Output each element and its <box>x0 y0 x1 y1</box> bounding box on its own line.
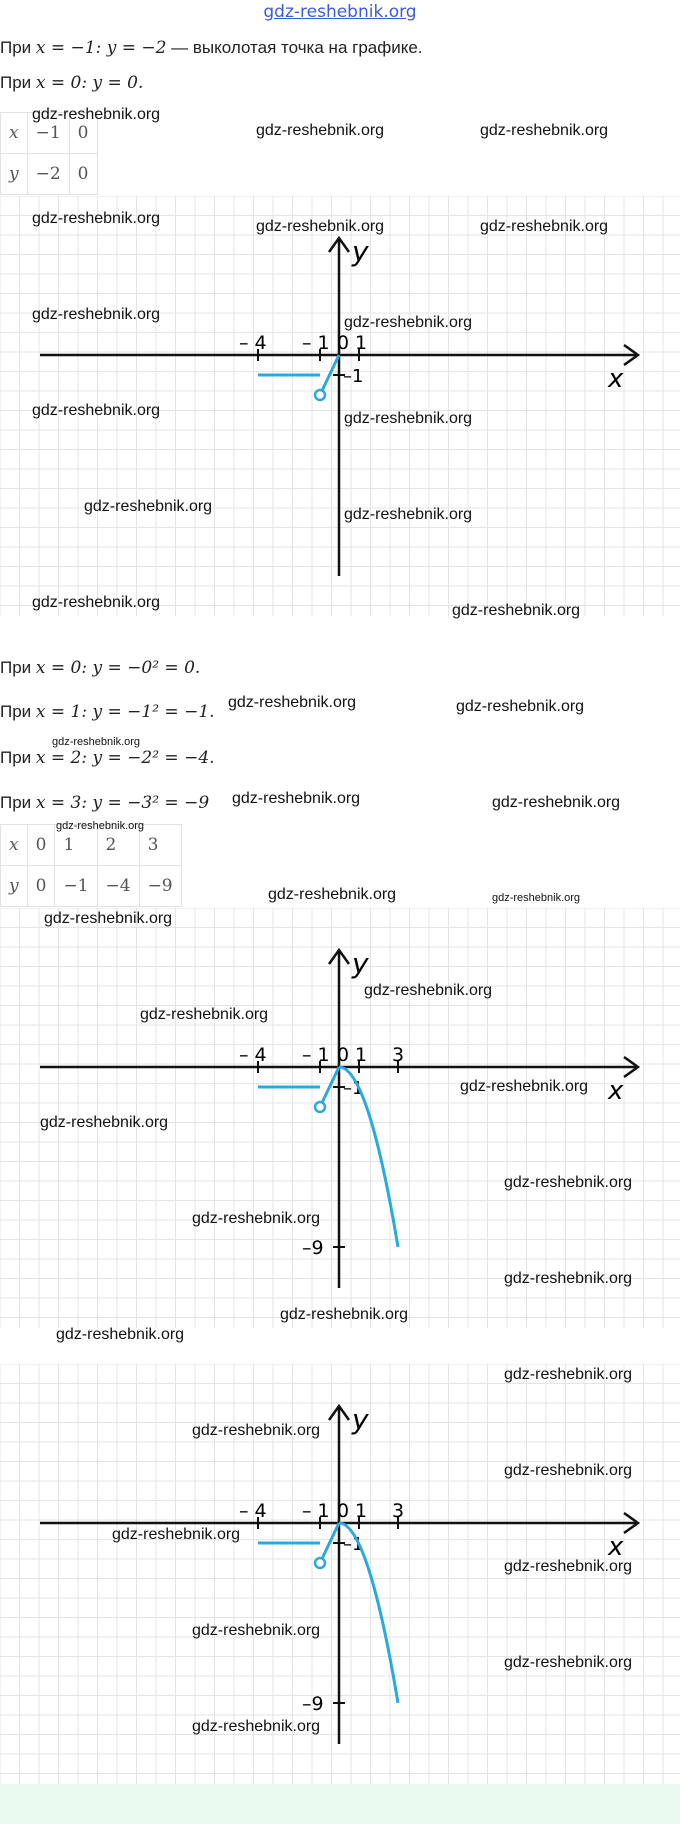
tick-label: 1 <box>355 332 368 354</box>
table-header-y: y <box>1 866 28 907</box>
watermark: gdz-reshebnik.org <box>492 794 621 811</box>
watermark: gdz-reshebnik.org <box>452 602 581 619</box>
tick-label: 0 <box>337 332 350 354</box>
text-line-4 <box>0 702 215 722</box>
values-table-1 <box>0 112 98 195</box>
line-prefix: При <box>0 748 36 767</box>
watermark: gdz-reshebnik.org <box>344 410 473 427</box>
line-math: x = −1: y = −2 <box>35 38 167 58</box>
line-math: x = 2: y = −2² = −4. <box>35 748 215 768</box>
y-axis-label: y <box>352 947 369 980</box>
watermark: gdz-reshebnik.org <box>32 402 161 419</box>
table-row <box>1 866 182 907</box>
y-tick-label: –1 <box>343 1078 364 1099</box>
watermark: gdz-reshebnik.org <box>192 1422 321 1439</box>
line-prefix: При <box>0 38 36 57</box>
text-line-3 <box>0 658 200 678</box>
watermark: gdz-reshebnik.org <box>32 306 161 323</box>
tick-label: 3 <box>392 1044 405 1066</box>
tick-label: 1 <box>355 1500 368 1522</box>
tick-label: 3 <box>392 1500 405 1522</box>
watermark: gdz-reshebnik.org <box>504 1270 633 1287</box>
y-axis-label: y <box>352 1403 369 1436</box>
watermark: gdz-reshebnik.org <box>504 1174 633 1191</box>
line-prefix: При <box>0 702 36 721</box>
watermark: gdz-reshebnik.org <box>504 1366 633 1383</box>
watermark: gdz-reshebnik.org <box>504 1654 633 1671</box>
table-header-x: x <box>1 825 28 866</box>
watermark: gdz-reshebnik.org <box>480 122 609 139</box>
watermark: gdz-reshebnik.org <box>192 1622 321 1639</box>
watermark: gdz-reshebnik.org <box>460 1078 589 1095</box>
watermark: gdz-reshebnik.org <box>32 210 161 227</box>
table-header-x: x <box>1 113 28 154</box>
line-math: x = 3: y = −3² = −9 <box>35 793 210 813</box>
tick-label: – 4 <box>239 332 267 354</box>
line-math: x = 1: y = −1² = −1. <box>35 702 215 722</box>
watermark: gdz-reshebnik.org <box>480 218 609 235</box>
table-header-y: y <box>1 154 28 195</box>
text-line-1 <box>0 38 423 58</box>
table-cell: −4 <box>97 866 139 907</box>
table-cell: 1 <box>55 825 97 866</box>
tick-label: – 1 <box>302 1500 330 1522</box>
x-axis-label: x <box>608 364 624 394</box>
watermark: gdz-reshebnik.org <box>280 1306 409 1323</box>
table-cell: 0 <box>27 825 55 866</box>
line-suffix: — выколотая точка на графике. <box>166 38 423 57</box>
table-cell: 0 <box>27 866 55 907</box>
text-line-5 <box>0 748 215 768</box>
y-tick-label: –9 <box>302 1237 324 1259</box>
table-cell: 3 <box>139 825 181 866</box>
watermark: gdz-reshebnik.org <box>344 506 473 523</box>
table-cell: 0 <box>69 154 97 195</box>
watermark: gdz-reshebnik.org <box>140 1006 269 1023</box>
tick-label: – 4 <box>239 1500 267 1522</box>
open-point-icon <box>315 1558 325 1568</box>
watermark: gdz-reshebnik.org <box>504 1462 633 1479</box>
watermark: gdz-reshebnik.org <box>112 1526 241 1543</box>
watermark: gdz-reshebnik.org <box>364 982 493 999</box>
site-link[interactable]: gdz-reshebnik.org <box>263 2 417 22</box>
watermark: gdz-reshebnik.org <box>456 698 585 715</box>
watermark: gdz-reshebnik.org <box>256 218 385 235</box>
tick-label: 0 <box>337 1044 350 1066</box>
watermark: gdz-reshebnik.org <box>504 1558 633 1575</box>
line-prefix: При <box>0 73 36 92</box>
watermark: gdz-reshebnik.org <box>84 498 213 515</box>
open-point-icon <box>315 1102 325 1112</box>
tick-label: 1 <box>355 1044 368 1066</box>
watermark: gdz-reshebnik.org <box>192 1210 321 1227</box>
watermark: gdz-reshebnik.org <box>232 790 361 807</box>
watermark: gdz-reshebnik.org <box>52 736 141 748</box>
table-cell: −2 <box>27 154 69 195</box>
x-axis-label: x <box>608 1076 624 1106</box>
watermark: gdz-reshebnik.org <box>40 1114 169 1131</box>
line-math: x = 0: y = 0. <box>35 73 144 93</box>
watermark: gdz-reshebnik.org <box>192 1718 321 1735</box>
tick-label: 0 <box>337 1500 350 1522</box>
y-axis-label: y <box>352 235 369 268</box>
y-tick-label: –9 <box>302 1693 324 1715</box>
table-cell: −9 <box>139 866 181 907</box>
watermark: gdz-reshebnik.org <box>228 694 357 711</box>
tick-label: – 1 <box>302 332 330 354</box>
x-axis-label: x <box>608 1532 624 1562</box>
watermark: gdz-reshebnik.org <box>56 820 145 832</box>
footer-bar <box>0 1784 680 1824</box>
table-cell: 0 <box>69 113 97 154</box>
watermark: gdz-reshebnik.org <box>256 122 385 139</box>
y-tick-label: –1 <box>343 366 364 387</box>
table-cell: −1 <box>27 113 69 154</box>
watermark: gdz-reshebnik.org <box>44 910 173 927</box>
text-line-6 <box>0 793 209 813</box>
watermark: gdz-reshebnik.org <box>32 106 161 123</box>
line-prefix: При <box>0 793 36 812</box>
tick-label: – 1 <box>302 1044 330 1066</box>
table-row <box>1 154 98 195</box>
open-point-icon <box>315 390 325 400</box>
line-prefix: При <box>0 658 36 677</box>
watermark: gdz-reshebnik.org <box>344 314 473 331</box>
table-cell: 2 <box>97 825 139 866</box>
tick-label: – 4 <box>239 1044 267 1066</box>
watermark: gdz-reshebnik.org <box>56 1326 185 1343</box>
table-cell: −1 <box>55 866 97 907</box>
watermark: gdz-reshebnik.org <box>32 594 161 611</box>
line-math: x = 0: y = −0² = 0. <box>35 658 201 678</box>
values-table-2 <box>0 824 182 907</box>
text-line-2 <box>0 73 143 93</box>
y-tick-label: –1 <box>343 1534 364 1555</box>
watermark: gdz-reshebnik.org <box>268 886 397 903</box>
watermark: gdz-reshebnik.org <box>492 892 581 904</box>
